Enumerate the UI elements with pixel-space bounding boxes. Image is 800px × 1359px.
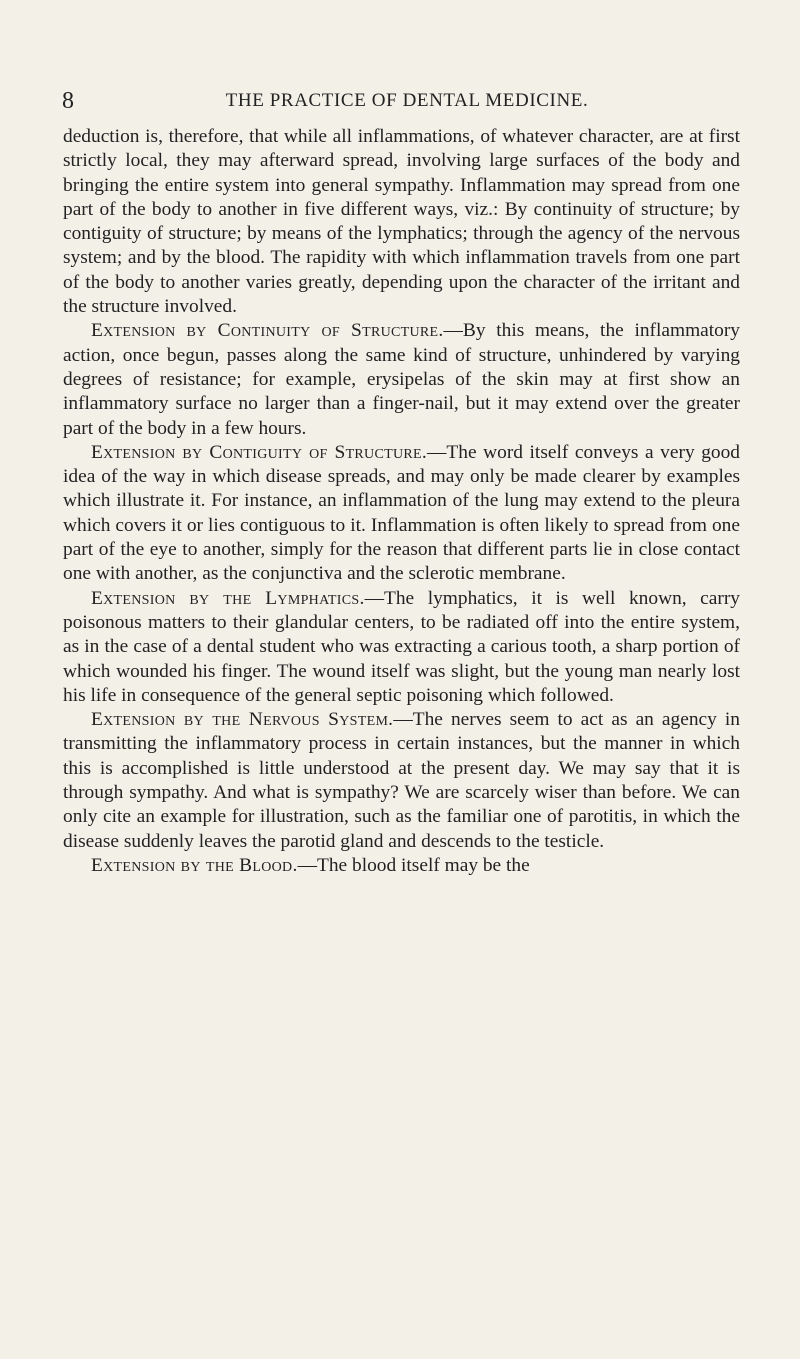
paragraph xyxy=(63,125,740,319)
section-heading: Extension by the Nervous System. xyxy=(91,709,394,731)
paragraph xyxy=(63,441,740,587)
paragraph xyxy=(63,708,740,854)
paragraph-text: —By this means, the inflammatory action, once begun, passes along the same kind of structure, unhindered by varying degrees of resistance; for example, erysipelas of the skin may at first show an inflammatory surface no larger than a finger-nail, but it may extend over the greater part of the body in a few hours. xyxy=(63,320,740,439)
paragraph-text: —The lymphatics, it is well known, carry poisonous matters to their glandular centers, to be radiated off into the entire system, as in the case of a dental student who was extracting a carious tooth, a sharp portion of which wounded his finger. The wound itself was slight, but the young man nearly lost his life in consequence of the general septic poisoning which followed. xyxy=(63,587,740,706)
paragraph xyxy=(63,587,740,708)
section-heading: Extension by the Blood. xyxy=(91,854,298,876)
body-text xyxy=(63,125,740,878)
paragraph-text: —The word itself conveys a very good idea of the way in which disease spreads, and may only be made clearer by examples which illustrate it. For instance, an inflammation of the lung may extend to the pleura which covers it or lies contiguous to it. Inflammation is often likely to spread from one part of the eye to another, simply for the reason that different parts lie in close contact one with another, as the conjunctiva and the sclerotic membrane. xyxy=(63,441,740,585)
paragraph xyxy=(63,854,740,878)
section-heading: Extension by the Lymphatics. xyxy=(91,587,365,609)
running-head: THE PRACTICE OF DENTAL MEDICINE. xyxy=(225,90,589,111)
paragraph-text: —The blood itself may be the xyxy=(297,854,530,876)
paragraph-text: deduction is, therefore, that while all inflammations, of whatever character, are at first strictly local, they may afterward spread, involving large surfaces of the body and bringing the entire system into general sympathy. Inflammation may spread from one part of the body to another in five different ways, viz.: By continuity of structure; by contiguity of structure; by means of the lymphatics; through the agency of the nervous system; and by the blood. The rapidity with which inflammation travels from one part of the body to another varies greatly, depending upon the character of the irritant and the structure involved. xyxy=(63,126,740,318)
page-header xyxy=(62,84,752,118)
page-number: 8 xyxy=(62,88,74,114)
paragraph xyxy=(63,319,740,440)
paragraph-text: —The nerves seem to act as an agency in transmitting the inflammatory process in certain instances, but the manner in which this is accomplished is little understood at the present day. We may say that it is through sympathy. And what is sympathy? We are scarcely wiser than before. We can only cite an example for illustration, such as the familiar one of parotitis, in which the disease suddenly leaves the parotid gland and descends to the testicle. xyxy=(63,709,740,852)
section-heading: Extension by Continuity of Structure. xyxy=(91,320,444,342)
section-heading: Extension by Contiguity of Structure. xyxy=(91,441,428,463)
